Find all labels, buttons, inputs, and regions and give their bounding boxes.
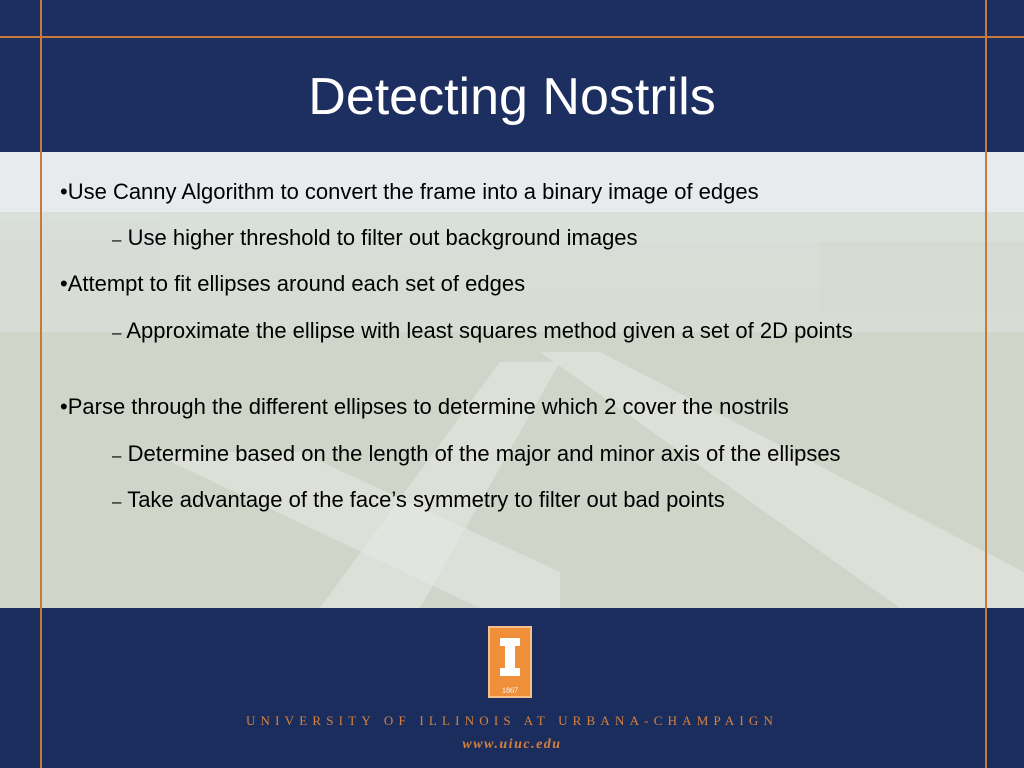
sub-bullet-text: Approximate the ellipse with least squares method given a set of 2D points — [126, 318, 853, 343]
logo-year: 1867 — [502, 686, 518, 695]
sub-bullet-item — [112, 438, 1012, 471]
sub-bullet-marker: – — [112, 446, 122, 465]
university-url: www.uiuc.edu — [462, 737, 562, 752]
frame-line-right — [985, 0, 987, 768]
bullet-text: Attempt to fit ellipses around each set of edges — [67, 271, 526, 296]
campus-quad-image — [0, 152, 1024, 608]
frame-line-left — [40, 0, 42, 768]
sub-bullet-marker: – — [112, 323, 122, 342]
bullet-marker: • — [60, 271, 68, 296]
bullet-item — [60, 391, 789, 423]
sub-bullet-item — [112, 222, 962, 255]
university-name: UNIVERSITY OF ILLINOIS AT URBANA-CHAMPAIGN — [245, 713, 779, 728]
logo-letter: I — [509, 666, 511, 667]
sub-bullet-text: Take advantage of the face’s symmetry to filter out bad points — [127, 487, 725, 512]
block-i-icon — [490, 630, 530, 686]
bullet-text: Use Canny Algorithm to convert the frame into a binary image of edges — [67, 179, 759, 204]
sub-bullet-marker: – — [112, 492, 122, 511]
sub-bullet-text: Use higher threshold to filter out background images — [127, 225, 638, 250]
sub-bullet-item — [112, 484, 962, 517]
university-logo — [488, 626, 532, 698]
campus-photo-background — [0, 152, 1024, 608]
bullet-marker: • — [60, 179, 68, 204]
sub-bullet-marker: – — [112, 230, 122, 249]
bullet-item — [60, 176, 759, 208]
slide-title: Detecting Nostrils — [308, 68, 716, 126]
frame-line-top — [0, 36, 1024, 38]
sub-bullet-item — [112, 315, 962, 348]
bullet-item — [60, 268, 525, 300]
bullet-text: Parse through the different ellipses to determine which 2 cover the nostrils — [67, 394, 789, 419]
sub-bullet-text: Determine based on the length of the major and minor axis of the ellipses — [127, 441, 841, 466]
bullet-marker: • — [60, 394, 68, 419]
